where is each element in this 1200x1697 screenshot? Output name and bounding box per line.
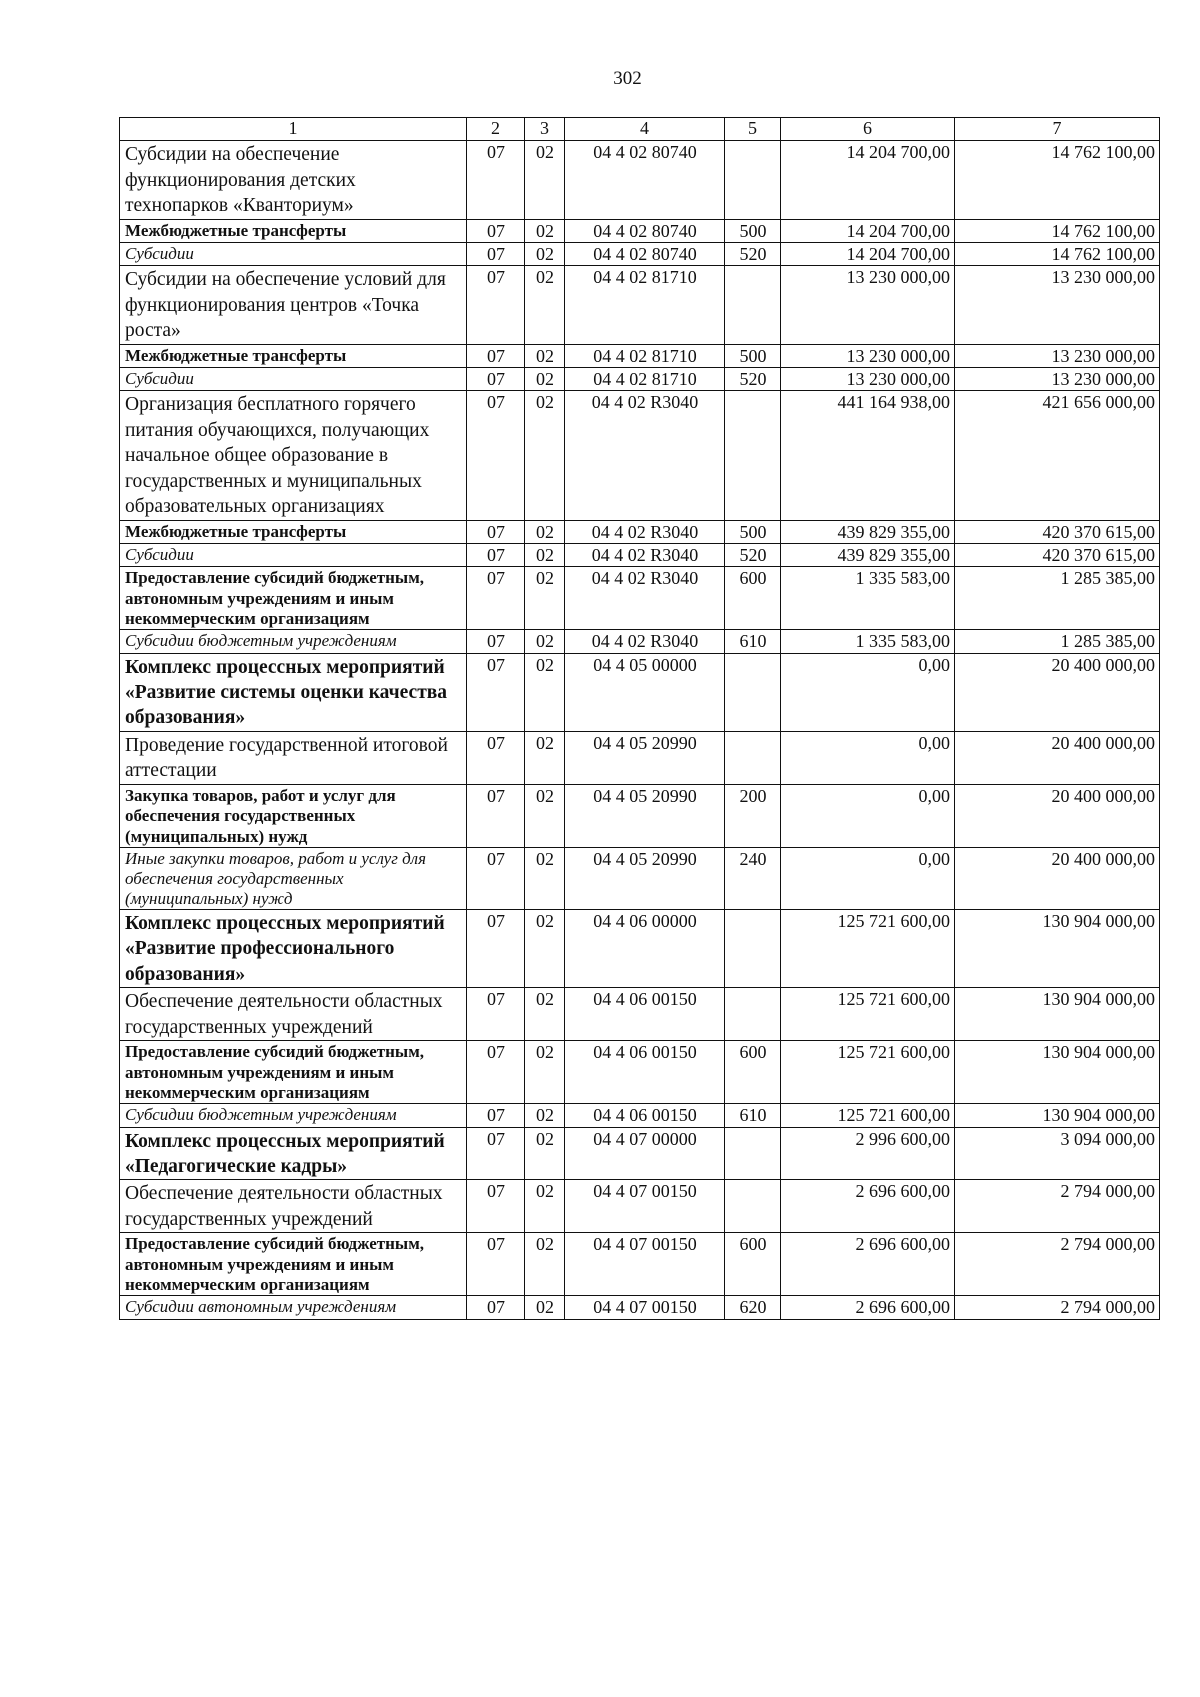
- section-code-cell: 07: [467, 630, 525, 653]
- subsection-code-cell: 02: [525, 1041, 565, 1104]
- target-article-cell: 04 4 06 00150: [565, 1104, 725, 1127]
- expense-type-cell: 600: [725, 567, 781, 630]
- subsection-code-cell: 02: [525, 141, 565, 220]
- amount-year2-cell: 130 904 000,00: [955, 1104, 1160, 1127]
- amount-year1-cell: 0,00: [781, 847, 955, 909]
- amount-year1-cell: 2 996 600,00: [781, 1127, 955, 1180]
- row-name-cell: Субсидии на обеспечение условий для функционирования центров «Точка роста»: [120, 266, 467, 345]
- amount-year2-cell: 20 400 000,00: [955, 653, 1160, 731]
- target-article-cell: 04 4 02 R3040: [565, 630, 725, 653]
- column-header: 6: [781, 118, 955, 141]
- section-code-cell: 07: [467, 367, 525, 390]
- expense-type-cell: [725, 910, 781, 988]
- section-code-cell: 07: [467, 242, 525, 265]
- section-code-cell: 07: [467, 266, 525, 345]
- section-code-cell: 07: [467, 391, 525, 521]
- table-row: [120, 1104, 1160, 1127]
- row-name-cell: Предоставление субсидий бюджетным, автономным учреждениям и иным некоммерческим организациям: [120, 567, 467, 630]
- subsection-code-cell: 02: [525, 544, 565, 567]
- row-name-cell: Субсидии автономным учреждениям: [120, 1296, 467, 1319]
- target-article-cell: 04 4 06 00000: [565, 910, 725, 988]
- amount-year1-cell: 125 721 600,00: [781, 1104, 955, 1127]
- section-code-cell: 07: [467, 731, 525, 784]
- subsection-code-cell: 02: [525, 784, 565, 847]
- column-header: 1: [120, 118, 467, 141]
- subsection-code-cell: 02: [525, 653, 565, 731]
- amount-year1-cell: 441 164 938,00: [781, 391, 955, 521]
- row-name-cell: Межбюджетные трансферты: [120, 219, 467, 242]
- subsection-code-cell: 02: [525, 1233, 565, 1296]
- amount-year1-cell: 0,00: [781, 784, 955, 847]
- table-row: [120, 1127, 1160, 1180]
- target-article-cell: 04 4 02 R3040: [565, 520, 725, 543]
- row-name-cell: Обеспечение деятельности областных государственных учреждений: [120, 1180, 467, 1233]
- amount-year2-cell: 130 904 000,00: [955, 910, 1160, 988]
- budget-table: [119, 117, 1160, 1320]
- subsection-code-cell: 02: [525, 344, 565, 367]
- target-article-cell: 04 4 02 81710: [565, 266, 725, 345]
- subsection-code-cell: 02: [525, 391, 565, 521]
- section-code-cell: 07: [467, 988, 525, 1041]
- subsection-code-cell: 02: [525, 266, 565, 345]
- section-code-cell: 07: [467, 653, 525, 731]
- section-code-cell: 07: [467, 1180, 525, 1233]
- expense-type-cell: 600: [725, 1041, 781, 1104]
- target-article-cell: 04 4 02 81710: [565, 367, 725, 390]
- subsection-code-cell: 02: [525, 630, 565, 653]
- amount-year1-cell: 14 204 700,00: [781, 219, 955, 242]
- table-row: [120, 1180, 1160, 1233]
- amount-year2-cell: 14 762 100,00: [955, 141, 1160, 220]
- row-name-cell: Комплекс процессных мероприятий «Развитие профессионального образования»: [120, 910, 467, 988]
- amount-year1-cell: 1 335 583,00: [781, 567, 955, 630]
- row-name-cell: Субсидии бюджетным учреждениям: [120, 1104, 467, 1127]
- subsection-code-cell: 02: [525, 1127, 565, 1180]
- table-row: [120, 141, 1160, 220]
- expense-type-cell: 240: [725, 847, 781, 909]
- target-article-cell: 04 4 02 R3040: [565, 544, 725, 567]
- subsection-code-cell: 02: [525, 520, 565, 543]
- subsection-code-cell: 02: [525, 1104, 565, 1127]
- row-name-cell: Субсидии бюджетным учреждениям: [120, 630, 467, 653]
- section-code-cell: 07: [467, 141, 525, 220]
- section-code-cell: 07: [467, 344, 525, 367]
- amount-year2-cell: 130 904 000,00: [955, 988, 1160, 1041]
- amount-year1-cell: 125 721 600,00: [781, 988, 955, 1041]
- row-name-cell: Межбюджетные трансферты: [120, 344, 467, 367]
- target-article-cell: 04 4 02 80740: [565, 219, 725, 242]
- expense-type-cell: 500: [725, 520, 781, 543]
- section-code-cell: 07: [467, 1296, 525, 1319]
- amount-year2-cell: 20 400 000,00: [955, 847, 1160, 909]
- column-header: 3: [525, 118, 565, 141]
- row-name-cell: Обеспечение деятельности областных государственных учреждений: [120, 988, 467, 1041]
- row-name-cell: Субсидии на обеспечение функционирования детских технопарков «Кванториум»: [120, 141, 467, 220]
- expense-type-cell: 520: [725, 367, 781, 390]
- table-row: [120, 1041, 1160, 1104]
- subsection-code-cell: 02: [525, 910, 565, 988]
- amount-year1-cell: 2 696 600,00: [781, 1180, 955, 1233]
- amount-year1-cell: 13 230 000,00: [781, 266, 955, 345]
- amount-year2-cell: 20 400 000,00: [955, 784, 1160, 847]
- row-name-cell: Организация бесплатного горячего питания обучающихся, получающих начальное общее образование в государственных и муниципальных образовательных организациях: [120, 391, 467, 521]
- amount-year2-cell: 20 400 000,00: [955, 731, 1160, 784]
- section-code-cell: 07: [467, 520, 525, 543]
- expense-type-cell: 520: [725, 242, 781, 265]
- amount-year1-cell: 439 829 355,00: [781, 544, 955, 567]
- row-name-cell: Предоставление субсидий бюджетным, автономным учреждениям и иным некоммерческим организациям: [120, 1233, 467, 1296]
- section-code-cell: 07: [467, 219, 525, 242]
- table-row: [120, 367, 1160, 390]
- amount-year1-cell: 13 230 000,00: [781, 367, 955, 390]
- amount-year1-cell: 439 829 355,00: [781, 520, 955, 543]
- expense-type-cell: [725, 141, 781, 220]
- table-row: [120, 567, 1160, 630]
- amount-year1-cell: 14 204 700,00: [781, 141, 955, 220]
- row-name-cell: Субсидии: [120, 242, 467, 265]
- amount-year1-cell: 13 230 000,00: [781, 344, 955, 367]
- target-article-cell: 04 4 05 20990: [565, 731, 725, 784]
- section-code-cell: 07: [467, 1041, 525, 1104]
- column-header: 5: [725, 118, 781, 141]
- table-row: [120, 344, 1160, 367]
- subsection-code-cell: 02: [525, 242, 565, 265]
- target-article-cell: 04 4 06 00150: [565, 1041, 725, 1104]
- amount-year2-cell: 420 370 615,00: [955, 520, 1160, 543]
- target-article-cell: 04 4 07 00150: [565, 1180, 725, 1233]
- target-article-cell: 04 4 05 20990: [565, 847, 725, 909]
- table-row: [120, 910, 1160, 988]
- amount-year2-cell: 421 656 000,00: [955, 391, 1160, 521]
- section-code-cell: 07: [467, 1104, 525, 1127]
- amount-year1-cell: 0,00: [781, 731, 955, 784]
- section-code-cell: 07: [467, 567, 525, 630]
- amount-year1-cell: 14 204 700,00: [781, 242, 955, 265]
- expense-type-cell: 520: [725, 544, 781, 567]
- subsection-code-cell: 02: [525, 367, 565, 390]
- expense-type-cell: [725, 391, 781, 521]
- row-name-cell: Проведение государственной итоговой аттестации: [120, 731, 467, 784]
- row-name-cell: Комплекс процессных мероприятий «Педагогические кадры»: [120, 1127, 467, 1180]
- expense-type-cell: 500: [725, 219, 781, 242]
- amount-year2-cell: 1 285 385,00: [955, 567, 1160, 630]
- table-row: [120, 219, 1160, 242]
- table-row: [120, 520, 1160, 543]
- target-article-cell: 04 4 05 00000: [565, 653, 725, 731]
- section-code-cell: 07: [467, 847, 525, 909]
- amount-year2-cell: 13 230 000,00: [955, 266, 1160, 345]
- amount-year1-cell: 2 696 600,00: [781, 1233, 955, 1296]
- column-header: 7: [955, 118, 1160, 141]
- table-row: [120, 847, 1160, 909]
- target-article-cell: 04 4 02 80740: [565, 242, 725, 265]
- expense-type-cell: 620: [725, 1296, 781, 1319]
- expense-type-cell: 610: [725, 1104, 781, 1127]
- expense-type-cell: [725, 1180, 781, 1233]
- amount-year2-cell: 1 285 385,00: [955, 630, 1160, 653]
- amount-year2-cell: 14 762 100,00: [955, 219, 1160, 242]
- section-code-cell: 07: [467, 910, 525, 988]
- row-name-cell: Субсидии: [120, 544, 467, 567]
- table-row: [120, 242, 1160, 265]
- amount-year2-cell: 420 370 615,00: [955, 544, 1160, 567]
- amount-year2-cell: 2 794 000,00: [955, 1233, 1160, 1296]
- amount-year1-cell: 125 721 600,00: [781, 1041, 955, 1104]
- subsection-code-cell: 02: [525, 731, 565, 784]
- target-article-cell: 04 4 07 00150: [565, 1296, 725, 1319]
- target-article-cell: 04 4 02 80740: [565, 141, 725, 220]
- target-article-cell: 04 4 02 R3040: [565, 391, 725, 521]
- subsection-code-cell: 02: [525, 219, 565, 242]
- target-article-cell: 04 4 07 00150: [565, 1233, 725, 1296]
- expense-type-cell: [725, 1127, 781, 1180]
- amount-year2-cell: 2 794 000,00: [955, 1296, 1160, 1319]
- column-header: 2: [467, 118, 525, 141]
- section-code-cell: 07: [467, 784, 525, 847]
- expense-type-cell: [725, 266, 781, 345]
- amount-year2-cell: 13 230 000,00: [955, 367, 1160, 390]
- section-code-cell: 07: [467, 544, 525, 567]
- table-row: [120, 988, 1160, 1041]
- table-row: [120, 544, 1160, 567]
- target-article-cell: 04 4 06 00150: [565, 988, 725, 1041]
- expense-type-cell: 610: [725, 630, 781, 653]
- target-article-cell: 04 4 07 00000: [565, 1127, 725, 1180]
- expense-type-cell: [725, 653, 781, 731]
- amount-year2-cell: 2 794 000,00: [955, 1180, 1160, 1233]
- table-row: [120, 1233, 1160, 1296]
- expense-type-cell: [725, 988, 781, 1041]
- table-row: [120, 731, 1160, 784]
- target-article-cell: 04 4 02 81710: [565, 344, 725, 367]
- row-name-cell: Субсидии: [120, 367, 467, 390]
- header-row: [120, 118, 1160, 141]
- table-row: [120, 266, 1160, 345]
- expense-type-cell: 200: [725, 784, 781, 847]
- table-row: [120, 630, 1160, 653]
- page-number: 302: [613, 68, 642, 89]
- amount-year2-cell: 3 094 000,00: [955, 1127, 1160, 1180]
- table-row: [120, 653, 1160, 731]
- row-name-cell: Комплекс процессных мероприятий «Развитие системы оценки качества образования»: [120, 653, 467, 731]
- row-name-cell: Иные закупки товаров, работ и услуг для обеспечения государственных (муниципальных) нужд: [120, 847, 467, 909]
- amount-year1-cell: 2 696 600,00: [781, 1296, 955, 1319]
- amount-year2-cell: 13 230 000,00: [955, 344, 1160, 367]
- expense-type-cell: 500: [725, 344, 781, 367]
- amount-year1-cell: 125 721 600,00: [781, 910, 955, 988]
- table-row: [120, 1296, 1160, 1319]
- table-row: [120, 391, 1160, 521]
- row-name-cell: Закупка товаров, работ и услуг для обеспечения государственных (муниципальных) нужд: [120, 784, 467, 847]
- amount-year1-cell: 1 335 583,00: [781, 630, 955, 653]
- target-article-cell: 04 4 05 20990: [565, 784, 725, 847]
- table-row: [120, 784, 1160, 847]
- subsection-code-cell: 02: [525, 988, 565, 1041]
- amount-year1-cell: 0,00: [781, 653, 955, 731]
- amount-year2-cell: 14 762 100,00: [955, 242, 1160, 265]
- row-name-cell: Межбюджетные трансферты: [120, 520, 467, 543]
- expense-type-cell: 600: [725, 1233, 781, 1296]
- subsection-code-cell: 02: [525, 1296, 565, 1319]
- row-name-cell: Предоставление субсидий бюджетным, автономным учреждениям и иным некоммерческим организациям: [120, 1041, 467, 1104]
- section-code-cell: 07: [467, 1233, 525, 1296]
- expense-type-cell: [725, 731, 781, 784]
- column-header: 4: [565, 118, 725, 141]
- subsection-code-cell: 02: [525, 567, 565, 630]
- subsection-code-cell: 02: [525, 847, 565, 909]
- subsection-code-cell: 02: [525, 1180, 565, 1233]
- target-article-cell: 04 4 02 R3040: [565, 567, 725, 630]
- section-code-cell: 07: [467, 1127, 525, 1180]
- amount-year2-cell: 130 904 000,00: [955, 1041, 1160, 1104]
